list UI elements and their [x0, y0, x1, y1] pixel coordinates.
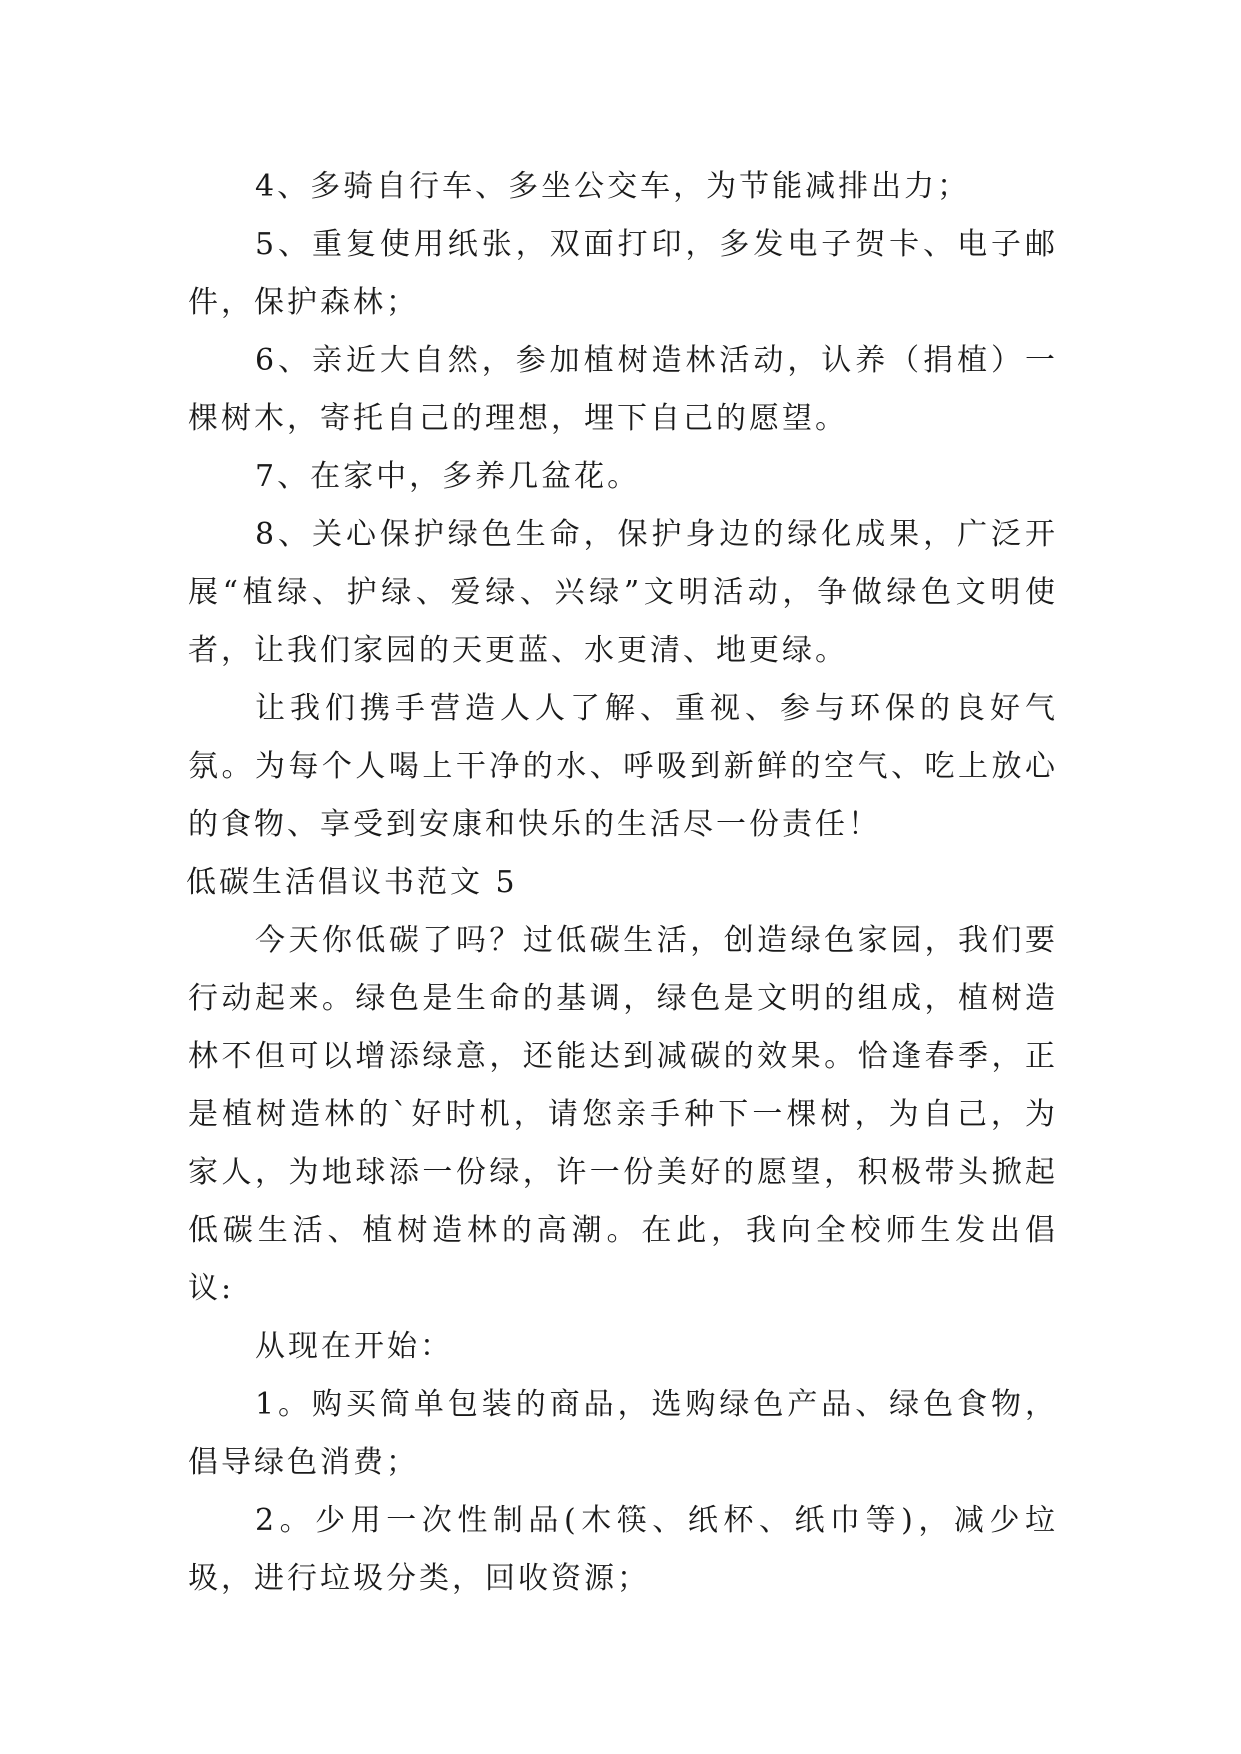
- paragraph-item-8: 8、关心保护绿色生命，保护身边的绿化成果，广泛开展“植绿、护绿、爱绿、兴绿”文明活动，争做绿色文明使者，让我们家园的天更蓝、水更清、地更绿。: [188, 517, 1058, 668]
- document-page: [188, 158, 1058, 1608]
- paragraph-item-4: 4、多骑自行车、多坐公交车，为节能减排出力；: [255, 169, 971, 204]
- paragraph-item-6: 6、亲近大自然，参加植树造林活动，认养（捐植）一棵树木，寄托自己的理想，埋下自己的愿望。: [188, 343, 1058, 436]
- paragraph-item-1: 1。购买简单包装的商品，选购绿色产品、绿色食物，倡导绿色消费；: [188, 1387, 1058, 1480]
- paragraph-intro: 今天你低碳了吗？过低碳生活，创造绿色家园，我们要行动起来。绿色是生命的基调，绿色是文明的组成，植树造林不但可以增添绿意，还能达到减碳的效果。恰逢春季，正是植树造林的`好时机，请您亲手种下一棵树，为自己，为家人，为地球添一份绿，许一份美好的愿望，积极带头掀起低碳生活、植树造林的高潮。在此，我向全校师生发出倡议:: [188, 923, 1058, 1306]
- paragraph-item-7: 7、在家中，多养几盆花。: [255, 459, 641, 494]
- section-heading: 低碳生活倡议书范文 5: [186, 865, 518, 900]
- paragraph-start-now: 从现在开始：: [255, 1329, 453, 1364]
- paragraph-item-5: 5、重复使用纸张，双面打印，多发电子贺卡、电子邮件，保护森林；: [188, 227, 1058, 320]
- paragraph-item-2: 2。少用一次性制品(木筷、纸杯、纸巾等)，减少垃圾，进行垃圾分类，回收资源；: [188, 1503, 1058, 1596]
- paragraph-closing: 让我们携手营造人人了解、重视、参与环保的良好气氛。为每个人喝上干净的水、呼吸到新鲜的空气、吃上放心的食物、享受到安康和快乐的生活尽一份责任！: [188, 691, 1058, 842]
